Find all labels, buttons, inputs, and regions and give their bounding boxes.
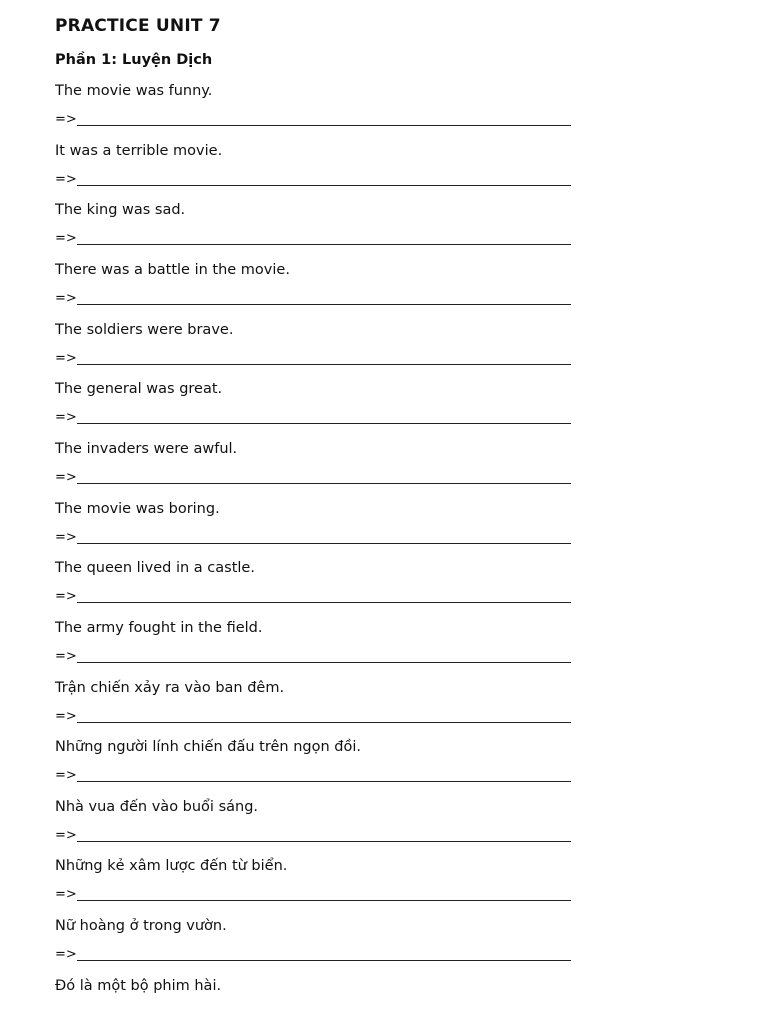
exercise-item <box>55 320 575 380</box>
answer-blank-line[interactable] <box>77 244 571 245</box>
exercise-sentence: The movie was funny. <box>55 83 213 99</box>
answer-arrow: => <box>55 827 77 843</box>
answer-blank-line[interactable] <box>77 662 571 663</box>
answer-row <box>55 171 575 189</box>
answer-row <box>55 230 575 248</box>
section-title: Phần 1: Luyện Dịch <box>55 52 213 68</box>
page-title: PRACTICE UNIT 7 <box>55 16 221 36</box>
answer-arrow: => <box>55 887 77 903</box>
exercise-sentence: Nữ hoàng ở trong vườn. <box>55 918 227 935</box>
answer-arrow: => <box>55 708 77 724</box>
exercise-sentence: There was a battle in the movie. <box>55 261 290 278</box>
answer-arrow: => <box>55 290 77 306</box>
exercise-sentence: Đó là một bộ phim hài. <box>55 977 222 994</box>
answer-blank-line[interactable] <box>77 900 571 901</box>
answer-row <box>55 529 575 547</box>
exercise-sentence: The general was great. <box>55 381 223 398</box>
answer-blank-line[interactable] <box>77 722 571 723</box>
answer-row <box>55 290 575 308</box>
exercise-item <box>55 737 575 797</box>
answer-blank-line[interactable] <box>77 185 571 186</box>
exercise-sentence: The queen lived in a castle. <box>55 560 255 577</box>
answer-row <box>55 469 575 487</box>
answer-row <box>55 648 575 666</box>
exercise-item <box>55 678 575 738</box>
exercise-sentence: The soldiers were brave. <box>55 321 234 338</box>
exercise-item <box>55 618 575 678</box>
answer-blank-line[interactable] <box>77 543 571 544</box>
answer-blank-line[interactable] <box>77 960 571 961</box>
answer-arrow: => <box>55 231 77 247</box>
answer-arrow: => <box>55 112 77 127</box>
answer-blank-line[interactable] <box>77 423 571 424</box>
exercise-sentence: The movie was boring. <box>55 500 220 517</box>
exercise-item <box>55 916 575 976</box>
answer-blank-line[interactable] <box>77 841 571 842</box>
answer-arrow: => <box>55 648 77 664</box>
exercise-item <box>55 558 575 618</box>
exercise-item <box>55 439 575 499</box>
answer-row <box>55 409 575 427</box>
exercise-sentence: Trận chiến xảy ra vào ban đêm. <box>55 679 285 696</box>
answer-arrow: => <box>55 947 77 963</box>
exercise-sentence: The invaders were awful. <box>55 440 238 457</box>
answer-arrow: => <box>55 589 77 605</box>
exercise-item <box>55 499 575 559</box>
answer-blank-line[interactable] <box>77 304 571 305</box>
exercise-sentence: The king was sad. <box>55 202 186 219</box>
answer-arrow: => <box>55 529 77 545</box>
answer-blank-line[interactable] <box>77 364 571 365</box>
exercise-sentence: Nhà vua đến vào buổi sáng. <box>55 798 259 815</box>
exercise-item <box>55 141 575 201</box>
answer-row <box>55 588 575 606</box>
exercise-item <box>55 856 575 916</box>
answer-row <box>55 946 575 964</box>
exercise-sentence: The army fought in the field. <box>55 619 263 636</box>
answer-row <box>55 827 575 845</box>
exercise-item <box>55 379 575 439</box>
exercise-item <box>55 797 575 857</box>
answer-blank-line[interactable] <box>77 602 571 603</box>
answer-blank-line[interactable] <box>77 483 571 484</box>
exercise-item <box>55 81 575 141</box>
answer-row <box>55 767 575 785</box>
answer-row <box>55 708 575 726</box>
answer-arrow: => <box>55 171 77 187</box>
exercise-sentence: Những kẻ xâm lược đến từ biển. <box>55 858 288 875</box>
answer-row <box>55 350 575 368</box>
exercise-item <box>55 976 575 1036</box>
exercise-item <box>55 200 575 260</box>
answer-arrow: => <box>55 768 77 784</box>
answer-blank-line[interactable] <box>77 125 571 126</box>
answer-arrow: => <box>55 350 77 366</box>
answer-row <box>55 886 575 904</box>
answer-arrow: => <box>55 410 77 426</box>
answer-arrow: => <box>55 469 77 485</box>
exercise-item <box>55 260 575 320</box>
answer-blank-line[interactable] <box>77 781 571 782</box>
answer-row <box>55 111 575 129</box>
exercise-sentence: It was a terrible movie. <box>55 142 223 159</box>
exercise-sentence: Những người lính chiến đấu trên ngọn đồi. <box>55 739 361 756</box>
